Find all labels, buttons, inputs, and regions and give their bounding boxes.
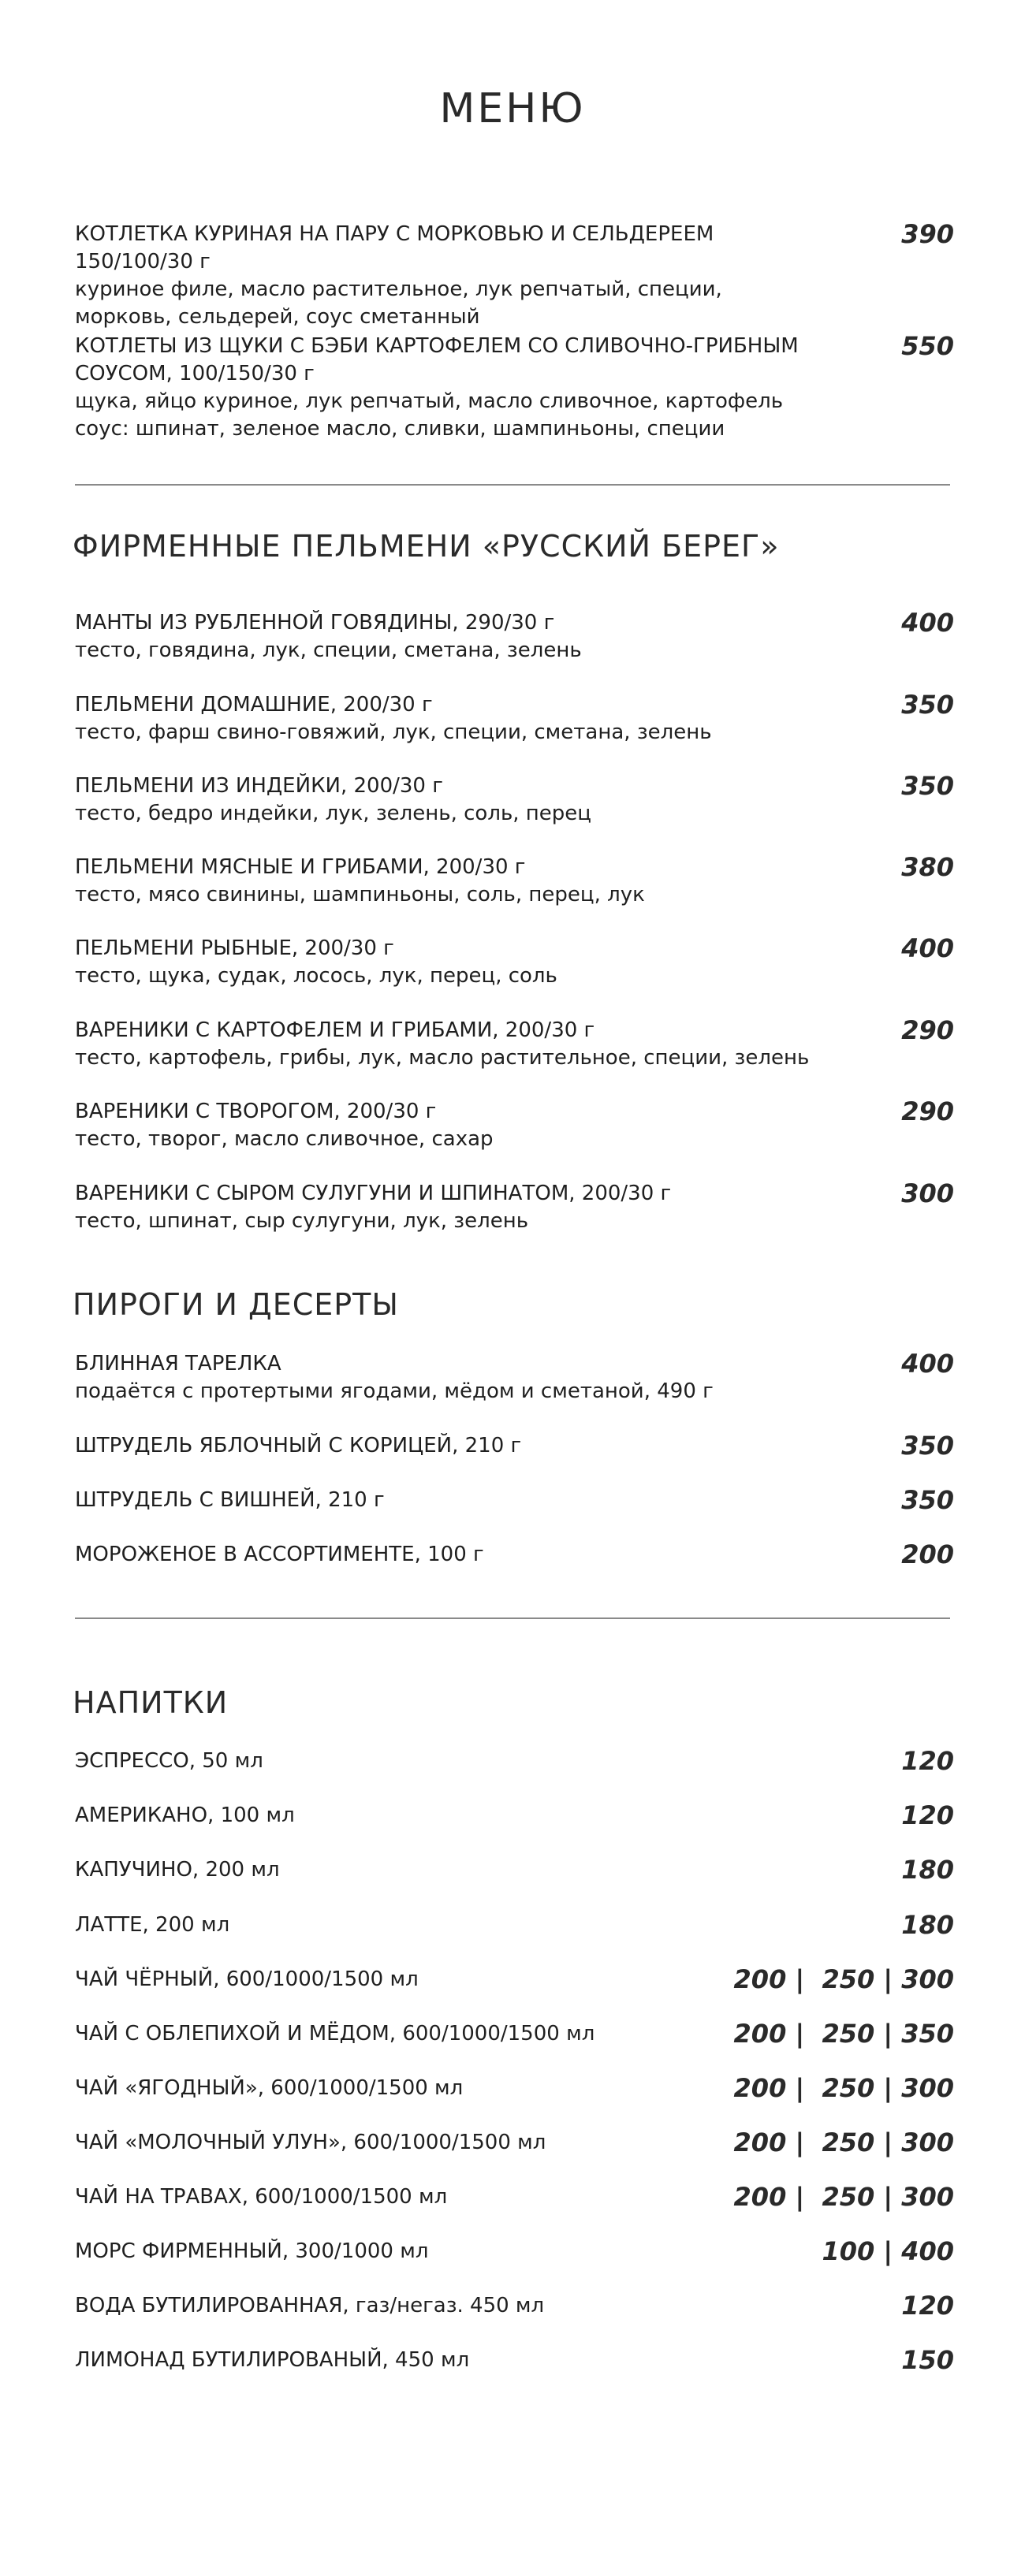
menu-item — [75, 691, 954, 746]
divider — [75, 484, 950, 486]
item-price: 400 — [901, 933, 954, 963]
menu-item — [75, 221, 954, 331]
item-name: ЭСПРЕССО, 50 мл — [75, 1749, 263, 1773]
item-price: 120 — [901, 1746, 954, 1776]
item-price: 120 — [901, 1800, 954, 1830]
menu-item — [75, 1180, 954, 1235]
item-desc: подаётся с протертыми ягодами, мёдом и сметаной, 490 г — [75, 1379, 714, 1403]
item-price: 290 — [901, 1015, 954, 1045]
item-name: ВОДА БУТИЛИРОВАННАЯ, газ/негаз. 450 мл — [75, 2294, 545, 2317]
item-name: ПЕЛЬМЕНИ МЯСНЫЕ И ГРИБАМИ, 200/30 г — [75, 855, 526, 879]
item-desc: тесто, щука, судак, лосось, лук, перец, соль — [75, 964, 557, 988]
item-name: МОРС ФИРМЕННЫЙ, 300/1000 мл — [75, 2239, 429, 2263]
item-name: АМЕРИКАНО, 100 мл — [75, 1804, 295, 1827]
item-price: 100 | 400 — [822, 2236, 954, 2266]
menu-item — [75, 935, 954, 990]
menu-item — [75, 1098, 954, 1153]
section-title-desserts: ПИРОГИ И ДЕСЕРТЫ — [73, 1287, 399, 1322]
item-desc-sauce: соус: шпинат, зеленое масло, сливки, шампиньоны, специи — [75, 417, 725, 441]
menu-item — [75, 2075, 954, 2102]
item-price: 550 — [901, 331, 954, 361]
item-name: КОТЛЕТЫ ИЗ ЩУКИ С БЭБИ КАРТОФЕЛЕМ СО СЛИВОЧНО-ГРИБНЫМ СОУСОМ, 100/150/30 г — [75, 334, 799, 385]
menu-item — [75, 333, 954, 443]
item-price: 200 | 250 | 300 — [733, 2073, 954, 2103]
menu-item — [75, 1748, 954, 1775]
item-name: МОРОЖЕНОЕ В АССОРТИМЕНТЕ, 100 г — [75, 1543, 484, 1566]
item-desc: тесто, шпинат, сыр сулугуни, лук, зелень — [75, 1209, 529, 1233]
item-price: 350 — [901, 771, 954, 801]
section-title-dumplings: ФИРМЕННЫЕ ПЕЛЬМЕНИ «РУССКИЙ БЕРЕГ» — [73, 529, 780, 564]
menu-item — [75, 1856, 954, 1884]
item-price: 390 — [901, 219, 954, 249]
item-name: ШТРУДЕЛЬ С ВИШНЕЙ, 210 г — [75, 1488, 385, 1512]
item-price: 150 — [901, 2345, 954, 2375]
menu-item — [75, 2183, 954, 2211]
item-name: КОТЛЕТКА КУРИНАЯ НА ПАРУ С МОРКОВЬЮ И СЕЛЬДЕРЕЕМ 150/100/30 г — [75, 222, 714, 274]
menu-item — [75, 1802, 954, 1830]
item-name: ПЕЛЬМЕНИ РЫБНЫЕ, 200/30 г — [75, 936, 394, 960]
item-price: 350 — [901, 690, 954, 720]
item-price: 120 — [901, 2291, 954, 2321]
item-price: 200 — [901, 1539, 954, 1569]
item-name: ВАРЕНИКИ С СЫРОМ СУЛУГУНИ И ШПИНАТОМ, 200/30 г — [75, 1182, 672, 1205]
item-name: ЧАЙ «ЯГОДНЫЙ», 600/1000/1500 мл — [75, 2076, 464, 2100]
divider — [75, 1617, 950, 1619]
item-name: ЧАЙ ЧЁРНЫЙ, 600/1000/1500 мл — [75, 1967, 419, 1991]
item-price: 200 | 250 | 300 — [733, 1964, 954, 1994]
menu-item — [75, 609, 954, 664]
item-name: МАНТЫ ИЗ РУБЛЕННОЙ ГОВЯДИНЫ, 290/30 г — [75, 611, 555, 635]
menu-item — [75, 2292, 954, 2320]
item-name: ЧАЙ «МОЛОЧНЫЙ УЛУН», 600/1000/1500 мл — [75, 2131, 546, 2154]
item-desc: тесто, фарш свино-говяжий, лук, специи, сметана, зелень — [75, 720, 712, 744]
item-price: 400 — [901, 1349, 954, 1379]
item-name: ЧАЙ С ОБЛЕПИХОЙ И МЁДОМ, 600/1000/1500 мл — [75, 2022, 595, 2046]
item-price: 200 | 250 | 300 — [733, 2182, 954, 2212]
item-price: 400 — [901, 608, 954, 638]
item-name: ВАРЕНИКИ С КАРТОФЕЛЕМ И ГРИБАМИ, 200/30 г — [75, 1018, 595, 1042]
menu-item — [75, 1541, 954, 1569]
menu-item — [75, 2347, 954, 2374]
item-name: ЧАЙ НА ТРАВАХ, 600/1000/1500 мл — [75, 2185, 448, 2209]
menu-item — [75, 2238, 954, 2265]
item-desc: тесто, говядина, лук, специи, сметана, зелень — [75, 638, 582, 662]
item-name: ЛИМОНАД БУТИЛИРОВАНЫЙ, 450 мл — [75, 2348, 470, 2372]
menu-item — [75, 1487, 954, 1514]
menu-item — [75, 2020, 954, 2048]
menu-item — [75, 1912, 954, 1939]
menu-item — [75, 1017, 954, 1072]
menu-item — [75, 1432, 954, 1460]
menu-item — [75, 2129, 954, 2157]
item-name: КАПУЧИНО, 200 мл — [75, 1858, 280, 1882]
page-title: МЕНЮ — [439, 85, 586, 132]
item-desc: куриное филе, масло растительное, лук репчатый, специи, морковь, сельдерей, соус сметанный — [75, 277, 722, 329]
item-name: ШТРУДЕЛЬ ЯБЛОЧНЫЙ С КОРИЦЕЙ, 210 г — [75, 1434, 522, 1457]
item-desc: тесто, мясо свинины, шампиньоны, соль, перец, лук — [75, 883, 645, 906]
item-price: 180 — [901, 1855, 954, 1885]
item-price: 200 | 250 | 300 — [733, 2127, 954, 2157]
item-price: 290 — [901, 1096, 954, 1126]
item-price: 350 — [901, 1485, 954, 1515]
item-price: 200 | 250 | 350 — [733, 2019, 954, 2049]
menu-item — [75, 1350, 954, 1405]
item-name: ВАРЕНИКИ С ТВОРОГОМ, 200/30 г — [75, 1100, 437, 1123]
item-desc: тесто, картофель, грибы, лук, масло растительное, специи, зелень — [75, 1046, 810, 1070]
section-title-drinks: НАПИТКИ — [73, 1685, 229, 1720]
item-desc: тесто, творог, масло сливочное, сахар — [75, 1127, 494, 1151]
item-price: 180 — [901, 1910, 954, 1940]
item-name: ПЕЛЬМЕНИ ИЗ ИНДЕЙКИ, 200/30 г — [75, 774, 443, 798]
menu-item — [75, 1966, 954, 1993]
menu-item — [75, 854, 954, 909]
item-name: БЛИННАЯ ТАРЕЛКА — [75, 1352, 281, 1375]
item-desc: тесто, бедро индейки, лук, зелень, соль, перец — [75, 802, 591, 825]
item-price: 350 — [901, 1431, 954, 1461]
item-name: ПЕЛЬМЕНИ ДОМАШНИЕ, 200/30 г — [75, 693, 433, 717]
item-price: 380 — [901, 852, 954, 882]
item-price: 300 — [901, 1178, 954, 1208]
menu-item — [75, 772, 954, 828]
item-desc: щука, яйцо куриное, лук репчатый, масло сливочное, картофель — [75, 389, 784, 413]
item-name: ЛАТТЕ, 200 мл — [75, 1913, 230, 1937]
